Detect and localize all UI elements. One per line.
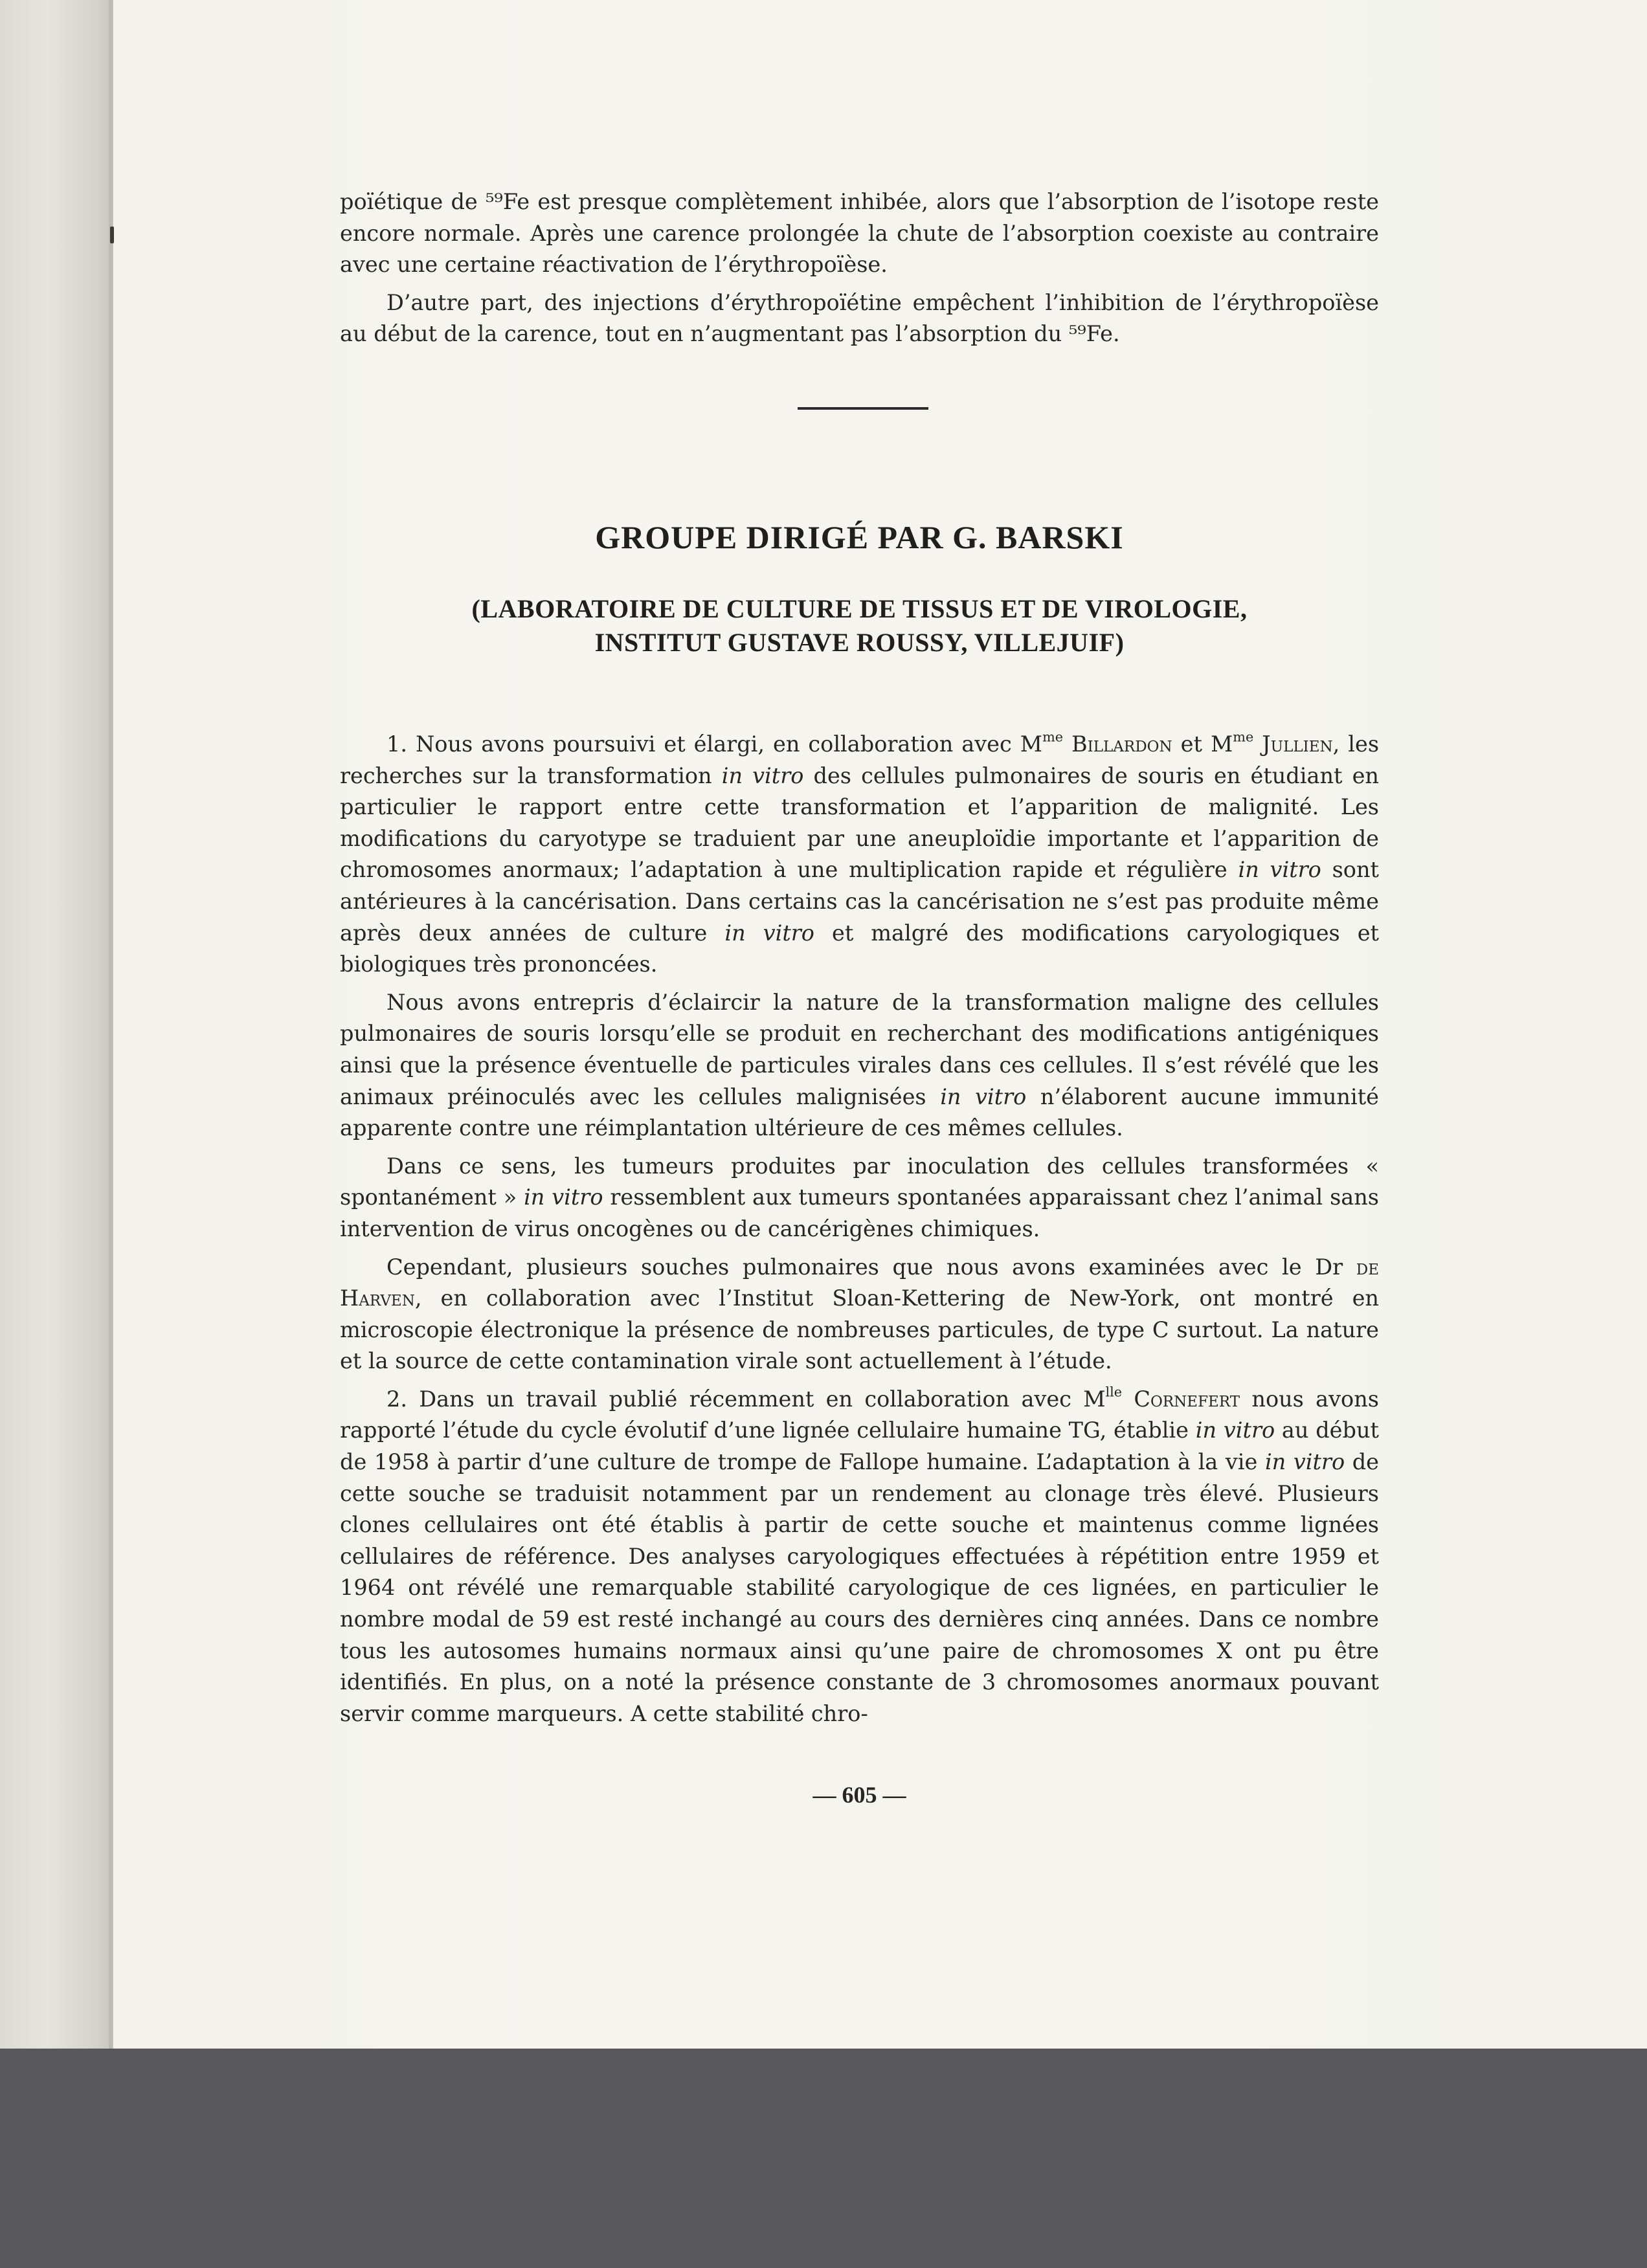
top-text bbox=[340, 186, 1379, 357]
subtitle-line-2: INSTITUT GUSTAVE ROUSSY, VILLEJUIF) bbox=[594, 628, 1125, 657]
page-number: — 605 — bbox=[812, 1782, 906, 1808]
section-divider bbox=[798, 407, 928, 410]
section-subtitle bbox=[340, 592, 1379, 660]
subtitle-line-1: (LABORATOIRE DE CULTURE DE TISSUS ET DE VIROLOGIE, bbox=[471, 594, 1248, 623]
binding-mark bbox=[110, 227, 114, 243]
scanner-background bbox=[0, 2049, 1647, 2268]
section-title: GROUPE DIRIGÉ PAR G. BARSKI bbox=[595, 519, 1124, 555]
paragraph-1: 1. Nous avons poursuivi et élargi, en collaboration avec $M^{me}$ Billardon et $M^{me}$ Jullien, les recherches sur la transformation in vitro des cellules pulmonaires de souris en étudiant en particulier le rapport entre cette transformation et l’apparition de malignité. Les modifications du caryotype se traduient par une aneuploïdie importante et l’apparition de chromosomes anormaux; l’adaptation à une multiplication rapide et régulière in vitro sont antérieures à la cancérisation. Dans certains cas la cancérisation ne s’est pas produite même après deux années de culture in vitro et malgré des modifications caryologiques et biologiques très prononcées. bbox=[340, 729, 1380, 977]
paragraph-3: Dans ce sens, les tumeurs produites par inoculation des cellules transformées « spontanément » in vitro ressemblent aux tumeurs spontanées apparaissant chez l’animal sans intervention de virus oncogènes ou de cancérigènes chimiques. bbox=[340, 1153, 1380, 1241]
paragraph-erythropoietin: D’autre part, des injections d’érythropoïétine empêchent l’inhibition de l’érythropoïèse au début de la carence, tout en n’augmentant pas l’absorption du ⁵⁹Fe. bbox=[340, 289, 1379, 347]
gutter-shadow bbox=[109, 0, 113, 2049]
paragraph-continuation: poïétique de ⁵⁹Fe est presque complètement inhibée, alors que l’absorption de l’isotope reste encore normale. Après une carence prolongée la chute de l’absorption coexiste au contraire avec une certaine réactivation de l’érythropoïèse. bbox=[340, 189, 1379, 278]
book-gutter bbox=[0, 0, 113, 2049]
paragraph-2: Nous avons entrepris d’éclaircir la nature de la transformation maligne des cellules pulmonaires de souris lorsqu’elle se produit en recherchant des modifications antigéniques ainsi que la présence éventuelle de particules virales dans ces cellules. Il s’est révélé que les animaux préinoculés avec les cellules malignisées in vitro n’élaborent aucune immunité apparente contre une réimplantation ultérieure de ces mêmes cellules. bbox=[340, 989, 1379, 1141]
paragraph-4: Cependant, plusieurs souches pulmonaires que nous avons examinées avec le Dr de Harven, en collaboration avec l’Institut Sloan-Kettering de New-York, ont montré en microscopie électronique la présence de nombreuses particules, de type C surtout. La nature et la source de cette contamination virale sont actuellement à l’étude. bbox=[340, 1254, 1379, 1374]
paragraph-5: 2. Dans un travail publié récemment en collaboration avec $M^{lle}$ Cornefert nous avons rapporté l’étude du cycle évolutif d’une lignée cellulaire humaine TG, établie in vitro au début de 1958 à partir d’une culture de trompe de Fallope humaine. L’adaptation à la vie in vitro de cette souche se traduisit notamment par un rendement au clonage très élevé. Plusieurs clones cellulaires ont été établis à partir de cette souche et maintenus comme lignées cellulaires de référence. Des analyses caryologiques effectuées à répétition entre 1959 et 1964 ont révélé une remarquable stabilité caryologique de ces lignées, en particulier le nombre modal de 59 est resté inchangé au cours des dernières cinq années. Dans ce nombre tous les autosomes humains normaux ainsi qu’une paire de chromosomes X ont pu être identifiés. En plus, on a noté la présence constante de 3 chromosomes anormaux pouvant servir comme marqueurs. A cette stabilité chro- bbox=[340, 1384, 1379, 1726]
body-text bbox=[340, 729, 1379, 1736]
